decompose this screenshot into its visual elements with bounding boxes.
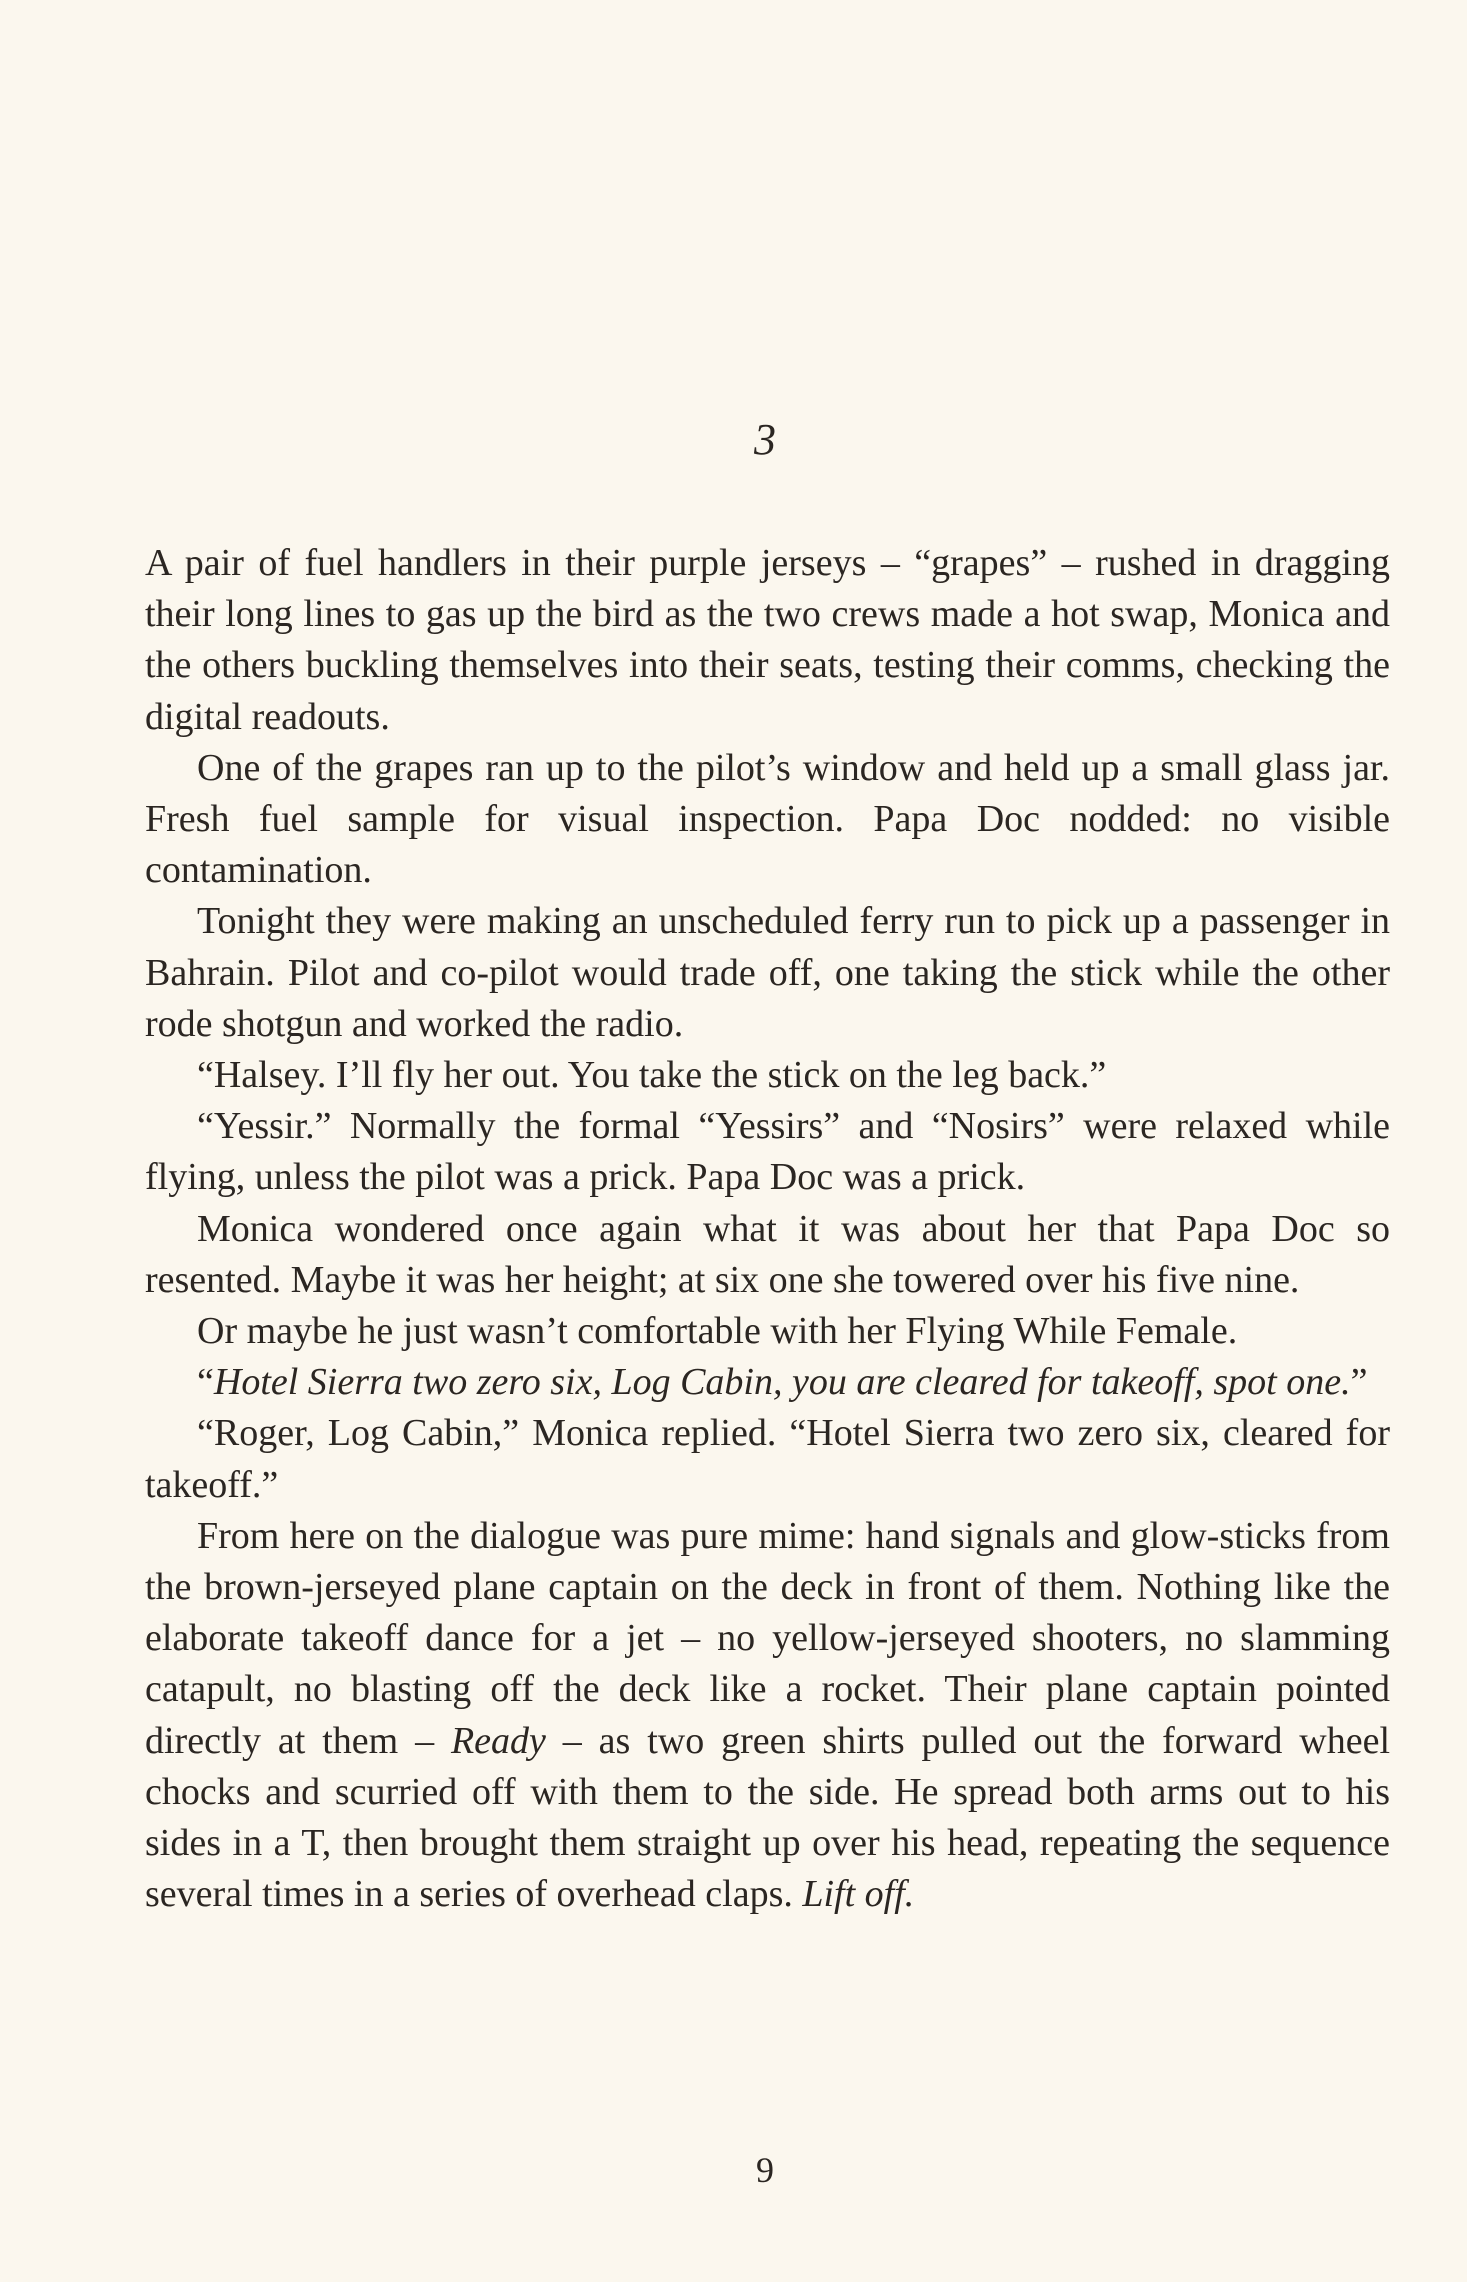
paragraph-1: A pair of fuel handlers in their purple jerseys – “grapes” – rushed in dragging their long lines to gas up the bird as the two crews made a hot swap, Monica and the others buckling themselves into their seats, testing their comms, checking the digital readouts. (145, 542, 1390, 738)
chapter-number: 3 (754, 415, 776, 464)
paragraph-10-italic-lift-off: Lift off. (802, 1873, 915, 1916)
paragraph-10 (145, 1511, 1390, 1921)
paragraph-5: “Yessir.” Normally the formal “Yessirs” and “Nosirs” were relaxed while flying, unless the pilot was a prick. Papa Doc was a prick. (145, 1105, 1390, 1199)
paragraph-7: Or maybe he just wasn’t comfortable with her Flying While Female. (197, 1310, 1238, 1353)
radio-close-quote: ” (1350, 1361, 1368, 1404)
paragraph-8-radio-call (145, 1357, 1390, 1408)
paragraph-6: Monica wondered once again what it was about her that Papa Doc so resented. Maybe it was her height; at six one she towered over his five nine. (145, 1207, 1390, 1301)
page-number: 9 (756, 2150, 774, 2190)
radio-call-text: Hotel Sierra two zero six, Log Cabin, you are cleared for takeoff, spot one. (213, 1361, 1351, 1404)
paragraph-10-part-2: – as two green shirts pulled out the forward wheel chocks and scurried off with them to the side. He spread both arms out to his sides in a T, then brought them straight up over his head, repeating the sequence several times in a series of overhead claps. (145, 1719, 1391, 1916)
body-text (145, 538, 1390, 1920)
paragraph-2: One of the grapes ran up to the pilot’s window and held up a small glass jar. Fresh fuel sample for visual inspection. Papa Doc nodded: no visible contamination. (145, 746, 1390, 892)
paragraph-4: “Halsey. I’ll fly her out. You take the stick on the leg back.” (197, 1054, 1107, 1097)
paragraph-9: “Roger, Log Cabin,” Monica replied. “Hotel Sierra two zero six, cleared for takeoff.” (145, 1412, 1390, 1506)
paragraph-10-part-1: From here on the dialogue was pure mime: hand signals and glow-sticks from the brown-jerseyed plane captain on the deck in front of them. Nothing like the elaborate takeoff dance for a jet – no yellow-jerseyed shooters, no slamming catapult, no blasting off the deck like a rocket. Their plane captain pointed directly at them – (145, 1514, 1390, 1762)
radio-open-quote: “ (197, 1361, 214, 1404)
paragraph-10-italic-ready: Ready (450, 1719, 546, 1762)
paragraph-3: Tonight they were making an unscheduled ferry run to pick up a passenger in Bahrain. Pilot and co-pilot would trade off, one taking the stick while the other rode shotgun and worked the radio. (145, 900, 1390, 1045)
